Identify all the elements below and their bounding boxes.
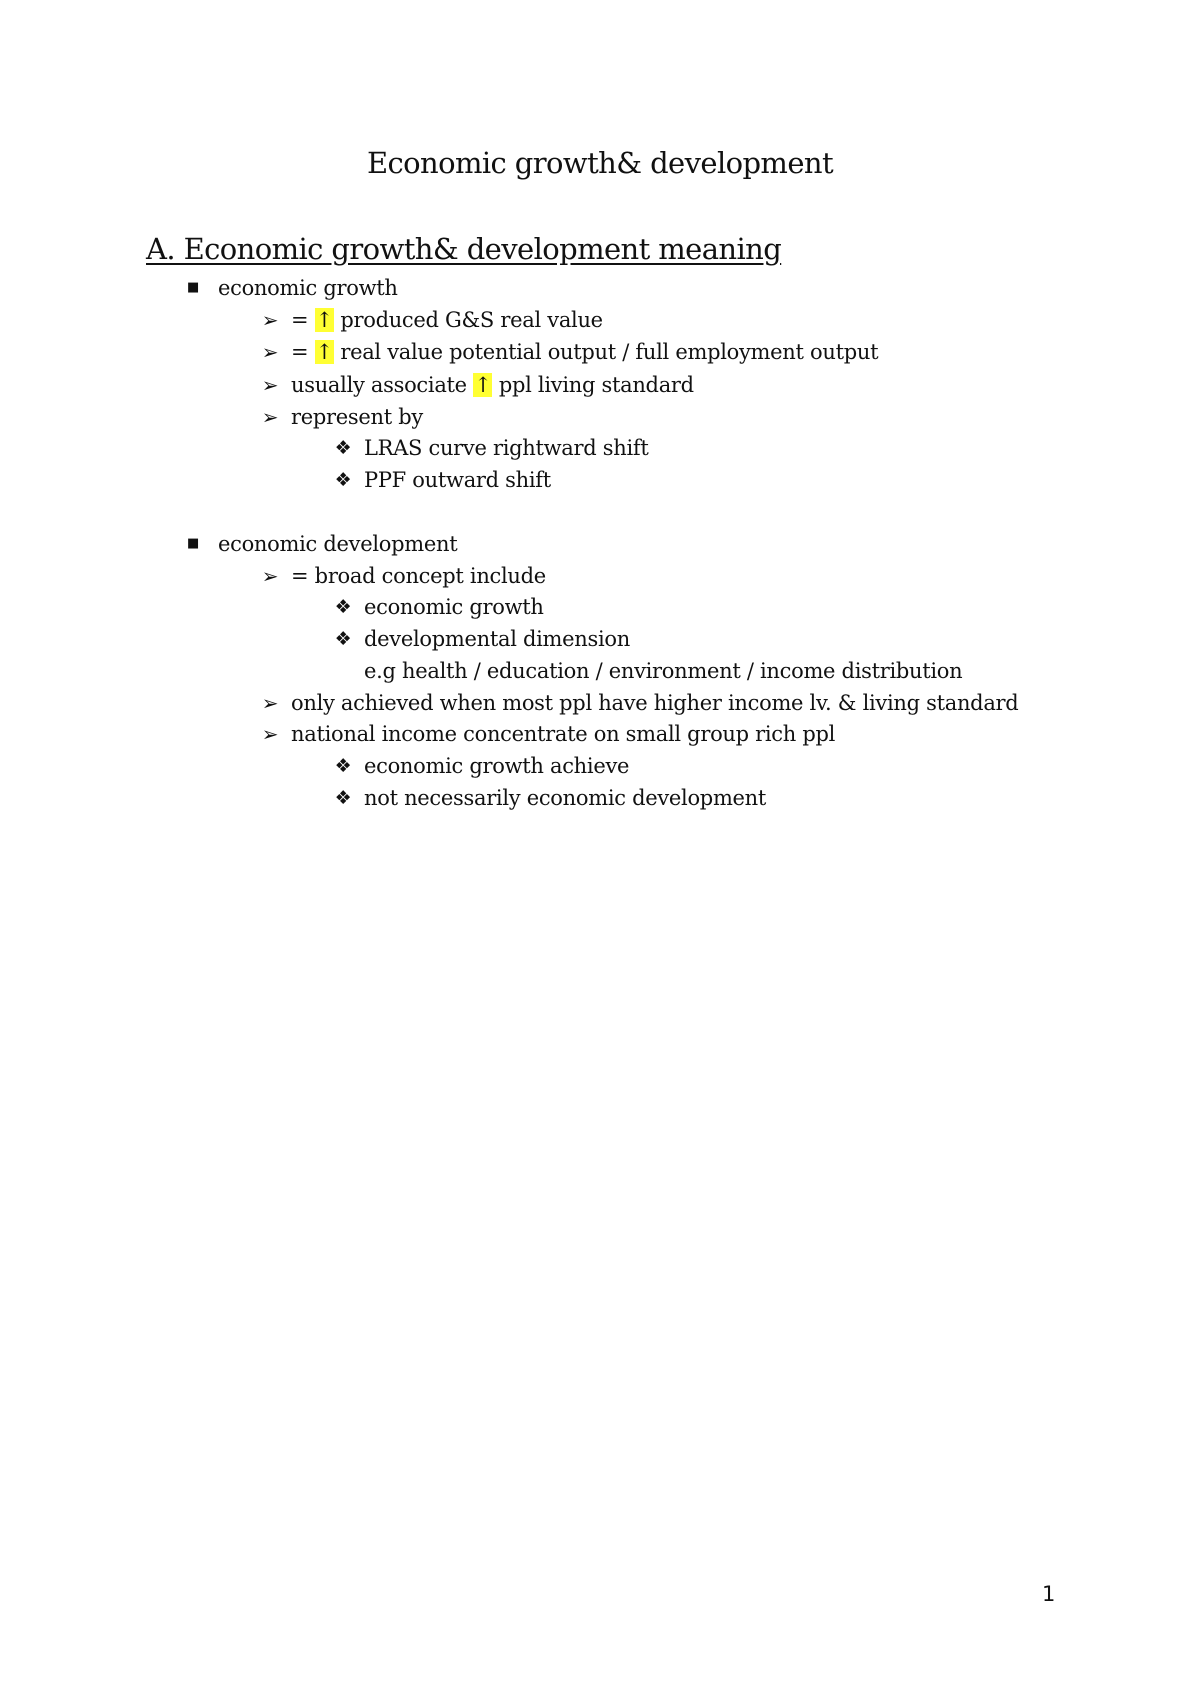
square-bullet-icon: ■ (187, 280, 199, 295)
list-item-text: produced G&S real value (333, 308, 603, 332)
list-item-text: economic growth (364, 595, 544, 619)
page-number: 1 (1042, 1582, 1056, 1606)
list-item-text: only achieved when most ppl have higher income lv. & living standard (291, 691, 1019, 715)
up-arrow-icon: ↑ (315, 340, 333, 364)
list-item (261, 561, 546, 591)
diamond-bullet-icon: ❖ (334, 628, 352, 650)
diamond-bullet-icon: ❖ (334, 469, 352, 491)
list-item-text: real value potential output / full employment output (333, 340, 879, 364)
list-item (261, 305, 603, 335)
list-item-text: ppl living standard (492, 373, 694, 397)
diamond-bullet-icon: ❖ (334, 596, 352, 618)
list-item (187, 529, 458, 559)
arrow-bullet-icon: ➢ (261, 722, 279, 746)
list-item-text: economic development (218, 532, 458, 556)
arrow-bullet-icon: ➢ (261, 373, 279, 397)
diamond-bullet-icon: ❖ (334, 787, 352, 809)
list-item-text: PPF outward shift (364, 468, 551, 492)
diamond-bullet-icon: ❖ (334, 755, 352, 777)
list-item (261, 688, 1019, 718)
square-bullet-icon: ■ (187, 536, 199, 551)
list-item (187, 273, 398, 303)
list-item-text: not necessarily economic development (364, 786, 767, 810)
list-item (261, 370, 694, 400)
list-item (334, 433, 649, 463)
up-arrow-icon: ↑ (315, 308, 333, 332)
list-item-text: = broad concept include (291, 564, 546, 588)
list-item (334, 783, 767, 813)
list-item-text: national income concentrate on small group rich ppl (291, 722, 836, 746)
list-item-text: = (291, 340, 315, 364)
list-item-text: economic growth achieve (364, 754, 630, 778)
list-item (261, 402, 423, 432)
arrow-bullet-icon: ➢ (261, 691, 279, 715)
section-heading: A. Economic growth& development meaning (146, 232, 782, 266)
list-item (334, 465, 551, 495)
up-arrow-icon: ↑ (474, 373, 492, 397)
list-item-note: e.g health / education / environment / income distribution (364, 659, 963, 683)
list-item (334, 624, 630, 654)
list-item (334, 592, 544, 622)
arrow-bullet-icon: ➢ (261, 405, 279, 429)
list-item (261, 719, 836, 749)
list-item (334, 751, 630, 781)
list-item (261, 337, 879, 367)
arrow-bullet-icon: ➢ (261, 340, 279, 364)
list-item-text: = (291, 308, 315, 332)
list-item-text: represent by (291, 405, 423, 429)
list-item-text: LRAS curve rightward shift (364, 436, 649, 460)
list-item-text: economic growth (218, 276, 398, 300)
document-title: Economic growth& development (366, 146, 834, 180)
list-item-text: usually associate (291, 373, 474, 397)
arrow-bullet-icon: ➢ (261, 308, 279, 332)
diamond-bullet-icon: ❖ (334, 437, 352, 459)
arrow-bullet-icon: ➢ (261, 564, 279, 588)
list-item-text: developmental dimension (364, 627, 630, 651)
